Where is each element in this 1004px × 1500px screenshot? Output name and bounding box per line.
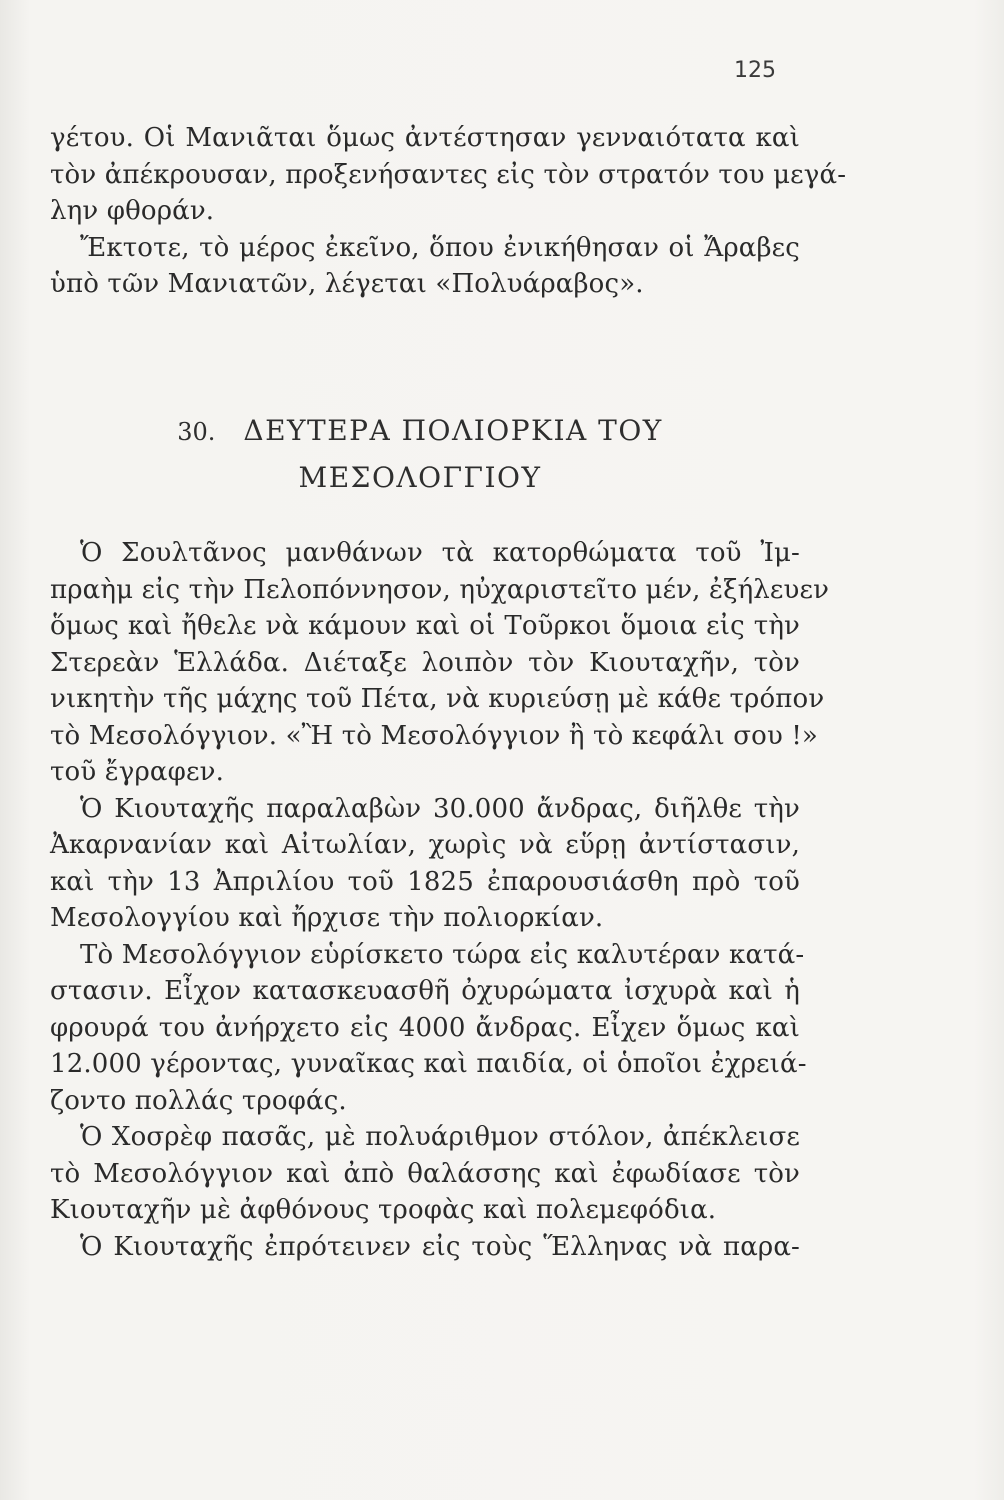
paragraph-4 bbox=[50, 1119, 800, 1229]
paragraph-3 bbox=[50, 937, 807, 1120]
page-number: 125 bbox=[734, 58, 776, 83]
text-line: τὸ Μεσολόγγιον. «Ἢ τὸ Μεσολόγγιον ἢ τὸ κεφάλι σου !» bbox=[50, 720, 818, 751]
text-line: Μεσολογγίου καὶ ἤρχισε τὴν πολιορκίαν. bbox=[50, 903, 604, 933]
text-line: τὸ Μεσολόγγιον καὶ ἀπὸ θαλάσσης καὶ ἐφωδίασε τὸν bbox=[50, 1158, 800, 1189]
paragraph-2 bbox=[50, 791, 800, 937]
text-line: Ἔκτοτε, τὸ μέρος ἐκεῖνο, ὅπου ἐνικήθησαν οἱ Ἄραβες bbox=[80, 232, 800, 263]
text-line: ὅμως καὶ ἤθελε νὰ κάμουν καὶ οἱ Τοῦρκοι ὅμοια εἰς τὴν bbox=[50, 611, 800, 641]
text-line: πραὴμ εἰς τὴν Πελοπόννησον, ηὐχαριστεῖτο μέν, ἐξήλευεν bbox=[50, 574, 830, 605]
text-line: Ὁ Κιουταχῆς ἐπρότεινεν εἰς τοὺς Ἕλληνας νὰ παρα- bbox=[80, 1231, 800, 1262]
section-title-line-2: ΜΕΣΟΛΟΓΓΙΟΥ bbox=[298, 461, 542, 494]
paragraph-5 bbox=[50, 1229, 800, 1266]
text-line: καὶ τὴν 13 Ἀπριλίου τοῦ 1825 ἐπαρουσιάσθη πρὸ τοῦ bbox=[50, 866, 800, 897]
text-line: λην φθοράν. bbox=[50, 196, 215, 226]
text-line: γέτου. Οἱ Μανιᾶται ὅμως ἀντέστησαν γενναιότατα καὶ bbox=[50, 123, 800, 153]
section-number: 30. bbox=[177, 418, 216, 446]
text-line: φρουρά του ἀνήρχετο εἰς 4000 ἄνδρας. Εἶχεν ὅμως καὶ bbox=[50, 1012, 800, 1043]
text-line: Ἀκαρνανίαν καὶ Αἰτωλίαν, χωρὶς νὰ εὕρῃ ἀντίστασιν, bbox=[50, 830, 800, 860]
text-line: Στερεὰν Ἑλλάδα. Διέταξε λοιπὸν τὸν Κιουταχῆν, τὸν bbox=[50, 647, 800, 678]
text-line: Τὸ Μεσολόγγιον εὑρίσκετο τώρα εἰς καλυτέραν κατά- bbox=[80, 939, 805, 970]
text-line: Ὁ Χοσρὲφ πασᾶς, μὲ πολυάριθμον στόλον, ἀπέκλεισε bbox=[80, 1122, 800, 1152]
text-line: Ὁ Κιουταχῆς παραλαβὼν 30.000 ἄνδρας, διῆλθε τὴν bbox=[80, 793, 800, 824]
text-line: Κιουταχῆν μὲ ἀφθόνους τροφὰς καὶ πολεμεφόδια. bbox=[50, 1195, 717, 1225]
text-line: τὸν ἀπέκρουσαν, προξενήσαντες εἰς τὸν στρατόν του μεγά- bbox=[50, 159, 847, 190]
text-line: νικητὴν τῆς μάχης τοῦ Πέτα, νὰ κυριεύσῃ μὲ κάθε τρόπον bbox=[50, 684, 825, 714]
section-heading bbox=[100, 408, 740, 501]
paragraph-1 bbox=[50, 535, 830, 791]
text-line: ζοντο πολλάς τροφάς. bbox=[50, 1085, 347, 1116]
text-line: 12.000 γέροντας, γυναῖκας καὶ παιδία, οἱ ὁποῖοι ἐχρειά- bbox=[50, 1049, 807, 1079]
text-line: στασιν. Εἶχον κατασκευασθῆ ὀχυρώματα ἰσχυρὰ καὶ ἡ bbox=[50, 976, 800, 1006]
text-line: τοῦ ἔγραφεν. bbox=[50, 757, 224, 787]
heading-line-1 bbox=[100, 408, 740, 455]
text-line: Ὁ Σουλτᾶνος μανθάνων τὰ κατορθώματα τοῦ Ἰμ- bbox=[80, 538, 800, 568]
section-title-line-1: ΔΕΥΤΕΡΑ ΠΟΛΙΟΡΚΙΑ ΤΟΥ bbox=[243, 414, 663, 447]
top-paragraphs bbox=[50, 120, 847, 303]
text-line: ὑπὸ τῶν Μανιατῶν, λέγεται «Πολυάραβος». bbox=[50, 269, 644, 299]
body-text bbox=[50, 535, 830, 1265]
